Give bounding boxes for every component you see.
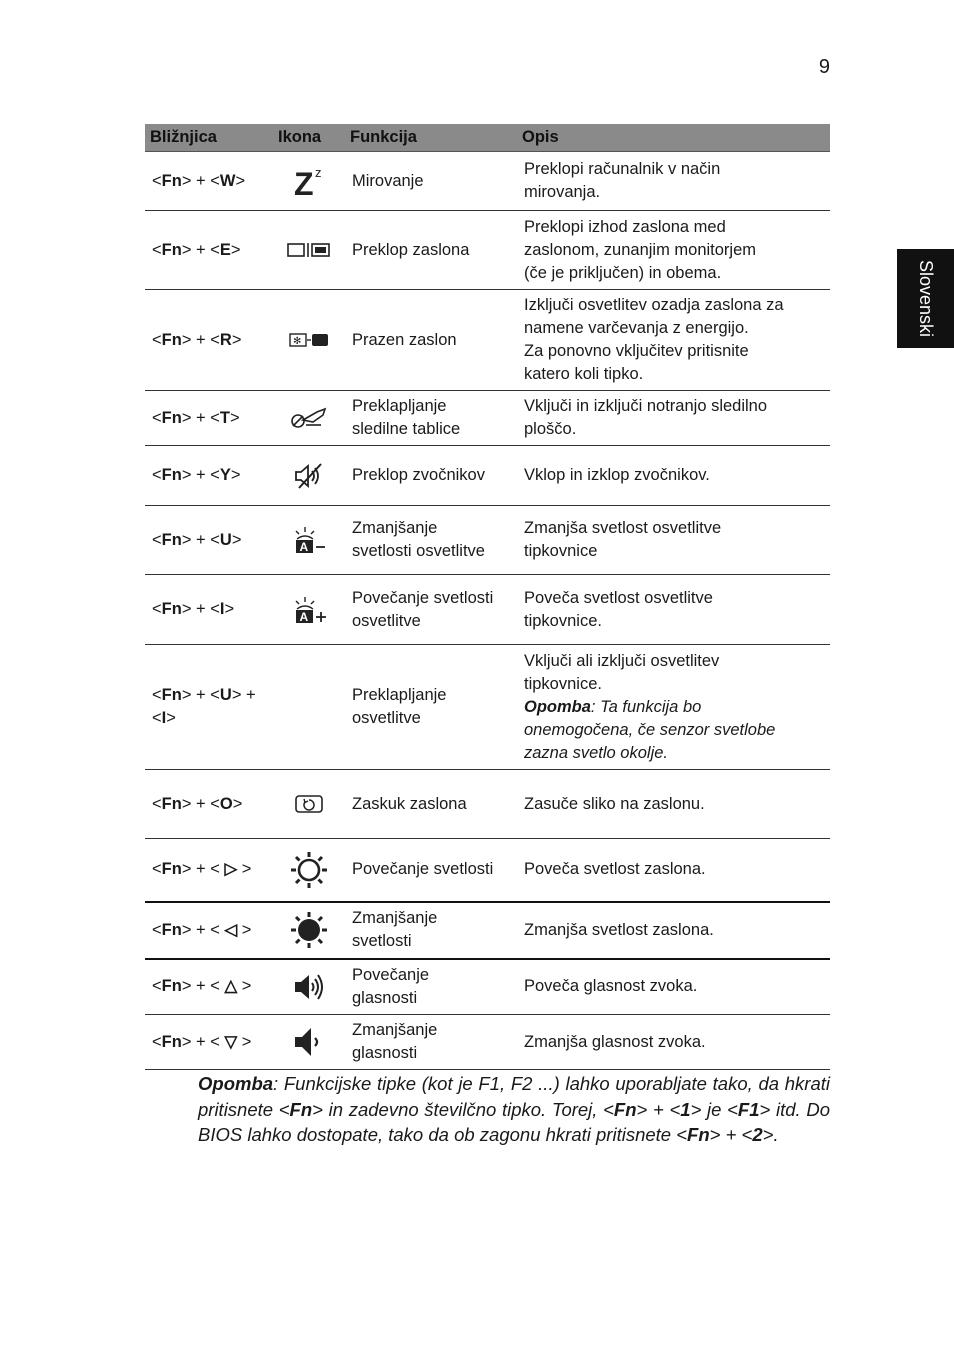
- text-line: Zmanjšanje: [352, 519, 438, 537]
- function-cell: [345, 391, 517, 446]
- shortcut-cell: [145, 902, 273, 959]
- function-cell: [345, 506, 517, 575]
- screen-blank-icon: [289, 331, 329, 349]
- description-cell: [517, 902, 830, 959]
- shortcut-key-line: <Fn> + < ▽ >: [152, 1032, 252, 1051]
- icon-cell: [273, 290, 345, 391]
- row-note-line: zazna svetlo okolje.: [524, 743, 668, 762]
- svg-text:✻: ✻: [293, 336, 302, 348]
- text-line: svetlosti osvetlitve: [352, 542, 485, 560]
- svg-text:z: z: [315, 165, 322, 180]
- note-text: > + <: [636, 1098, 681, 1120]
- header-shortcut: Bližnjica: [145, 124, 273, 152]
- text-line: sledilne tablice: [352, 420, 461, 438]
- icon-cell: [273, 1015, 345, 1070]
- table-row: [145, 446, 830, 506]
- text-line: Preklopi izhod zaslona med: [524, 217, 726, 236]
- text-line: zaslonom, zunanjim monitorjem: [524, 240, 757, 259]
- shortcut-cell: [145, 290, 273, 391]
- header-description: Opis: [517, 124, 830, 152]
- function-cell: [345, 645, 517, 770]
- note-text: > + <: [709, 1124, 753, 1145]
- text-line: mirovanja.: [524, 183, 601, 201]
- row-note-text: : Ta funkcija bo: [590, 697, 702, 716]
- shortcut-cell: [145, 1015, 273, 1070]
- note-text: > in zadevno številčno tipko. Torej, <: [312, 1098, 614, 1120]
- page-number: 9: [818, 56, 830, 78]
- language-label: Slovenski: [916, 259, 937, 338]
- text-line: Preklapljanje: [352, 397, 447, 415]
- text-line: osvetlitve: [352, 709, 421, 727]
- shortcut-key-line: <Fn> + <W>: [152, 171, 246, 190]
- shortcut-key-line: <Fn> + <Y>: [152, 466, 241, 484]
- icon-cell: [273, 211, 345, 290]
- note-key: 1: [680, 1098, 691, 1120]
- note-text: > itd. Do BIOS lahko dostopate, tako da ob zagonu hkrati pritisnete <: [198, 1098, 830, 1145]
- text-line: Vključi ali izključi osvetlitev: [524, 651, 720, 670]
- text-line: Zmanjšanje: [352, 1021, 438, 1039]
- text-line: Zmanjša svetlost osvetlitve: [524, 519, 722, 537]
- text-line: ploščo.: [524, 420, 577, 438]
- row-note-label: Opomba: [524, 697, 591, 716]
- text-line: Vklop in izklop zvočnikov.: [524, 466, 710, 484]
- text-line: (če je priključen) in obema.: [524, 263, 722, 282]
- description-cell: [517, 506, 830, 575]
- shortcut-key-line: <Fn> + <U>: [152, 530, 242, 549]
- footer-note: [198, 1071, 830, 1148]
- function-cell: [345, 211, 517, 290]
- shortcut-key-line: <Fn> + < △ >: [152, 977, 252, 996]
- icon-cell: [273, 446, 345, 506]
- shortcut-key-line: <Fn> + <I>: [152, 600, 235, 618]
- description-cell: [517, 839, 830, 902]
- text-line: Povečanje svetlosti: [352, 588, 494, 607]
- text-line: Povečanje svetlosti: [352, 860, 494, 879]
- shortcut-key-line: <I>: [152, 709, 176, 727]
- table-row: [145, 290, 830, 391]
- text-line: Zaskuk zaslona: [352, 794, 467, 813]
- function-cell: [345, 902, 517, 959]
- text-line: Zasuče sliko na zaslonu.: [524, 794, 705, 813]
- shortcut-key-line: <Fn> + <T>: [152, 408, 240, 427]
- note-key: Fn: [289, 1098, 313, 1120]
- text-line: glasnosti: [352, 1044, 418, 1062]
- text-line: glasnosti: [352, 988, 418, 1007]
- shortcut-cell: [145, 645, 273, 770]
- table-row: [145, 211, 830, 290]
- speaker-toggle-icon: [293, 466, 325, 484]
- shortcut-key-line: <Fn> + <O>: [152, 794, 243, 813]
- language-side-tab: [897, 249, 954, 348]
- description-cell: [517, 959, 830, 1015]
- note-text: >.: [762, 1124, 779, 1145]
- function-cell: [345, 770, 517, 839]
- text-line: Poveča svetlost osvetlitve: [524, 588, 713, 607]
- icon-cell: [273, 770, 345, 839]
- description-cell: [517, 446, 830, 506]
- sleep-z-icon: [292, 165, 326, 198]
- table-header-row: [145, 124, 830, 152]
- note-key: F1: [737, 1098, 760, 1120]
- text-line: osvetlitve: [352, 611, 421, 630]
- note-key: Fn: [613, 1098, 637, 1120]
- text-line: Mirovanje: [352, 171, 424, 190]
- svg-text:A: A: [299, 540, 309, 554]
- text-line: Za ponovno vključitev pritisnite: [524, 342, 749, 360]
- description-cell: [517, 391, 830, 446]
- description-cell: [517, 645, 830, 770]
- icon-cell: [273, 645, 345, 770]
- function-cell: [345, 446, 517, 506]
- shortcut-key-line: <Fn> + <U> +: [152, 686, 256, 704]
- text-line: Prazen zaslon: [352, 330, 457, 349]
- icon-cell: [273, 506, 345, 575]
- function-cell: [345, 152, 517, 211]
- text-line: Vključi in izključi notranjo sledilno: [524, 397, 768, 415]
- table-row: [145, 770, 830, 839]
- text-line: Zmanjšanje: [352, 909, 438, 927]
- icon-cell: [273, 839, 345, 902]
- keyboard-backlight-down-icon: [289, 530, 329, 554]
- text-line: Povečanje: [352, 965, 430, 984]
- text-line: Poveča svetlost zaslona.: [524, 860, 706, 879]
- brightness-up-icon: [290, 860, 328, 878]
- shortcut-cell: [145, 211, 273, 290]
- header-icon: Ikona: [273, 124, 345, 152]
- table-row: [145, 152, 830, 211]
- note-label: Opomba: [198, 1073, 274, 1094]
- table-row: [145, 1015, 830, 1070]
- table-row: [145, 959, 830, 1015]
- description-cell: [517, 152, 830, 211]
- text-line: Zmanjša svetlost zaslona.: [524, 920, 714, 939]
- note-key: Fn: [687, 1124, 710, 1145]
- shortcut-key-line: <Fn> + < ▷ >: [152, 860, 252, 879]
- text-line: Preklop zvočnikov: [352, 466, 485, 484]
- display-toggle-icon: [287, 241, 331, 259]
- text-line: tipkovnice.: [524, 674, 602, 693]
- function-cell: [345, 839, 517, 902]
- icon-cell: [273, 152, 345, 211]
- row-note: [524, 696, 826, 719]
- shortcut-cell: [145, 770, 273, 839]
- table-row: [145, 506, 830, 575]
- shortcut-key-line: <Fn> + < ◁ >: [152, 920, 252, 939]
- text-line: Preklop zaslona: [352, 240, 470, 259]
- icon-cell: [273, 391, 345, 446]
- shortcut-cell: [145, 506, 273, 575]
- description-cell: [517, 770, 830, 839]
- text-line: namene varčevanja z energijo.: [524, 319, 749, 337]
- text-line: Preklopi računalnik v način: [524, 160, 721, 178]
- table-row: [145, 839, 830, 902]
- text-line: Zmanjša glasnost zvoka.: [524, 1032, 706, 1051]
- volume-down-icon: [292, 1032, 326, 1050]
- text-line: Izključi osvetlitev ozadja zaslona za: [524, 296, 784, 314]
- function-cell: [345, 959, 517, 1015]
- table-row: [145, 902, 830, 959]
- icon-cell: [273, 959, 345, 1015]
- icon-cell: [273, 902, 345, 959]
- table-row: [145, 391, 830, 446]
- touchpad-toggle-icon: [289, 408, 329, 426]
- row-note-line: onemogočena, če senzor svetlobe: [524, 720, 776, 739]
- function-cell: [345, 1015, 517, 1070]
- brightness-down-icon: [290, 920, 328, 938]
- shortcut-cell: [145, 152, 273, 211]
- text-line: svetlosti: [352, 932, 412, 950]
- svg-text:A: A: [299, 609, 309, 624]
- shortcut-table: [145, 124, 830, 1070]
- table-row: [145, 575, 830, 645]
- volume-up-icon: [292, 977, 326, 995]
- function-cell: [345, 575, 517, 645]
- keyboard-backlight-up-icon: [289, 600, 329, 624]
- description-cell: [517, 211, 830, 290]
- shortcut-cell: [145, 391, 273, 446]
- shortcut-cell: [145, 446, 273, 506]
- function-cell: [345, 290, 517, 391]
- shortcut-key-line: <Fn> + <E>: [152, 240, 241, 259]
- screen-rotate-icon: [294, 795, 324, 813]
- text-line: Preklapljanje: [352, 686, 447, 704]
- note-key: 2: [752, 1124, 763, 1145]
- note-text: : Funkcijske tipke (kot je F1, F2 ...) lahko uporabljate tako, da hkrati pritisnete <: [198, 1073, 830, 1120]
- note-text: > je <: [690, 1098, 738, 1120]
- text-line: tipkovnice: [524, 542, 598, 560]
- shortcut-key-line: <Fn> + <R>: [152, 330, 242, 349]
- table-row: [145, 645, 830, 770]
- shortcut-cell: [145, 839, 273, 902]
- shortcut-cell: [145, 575, 273, 645]
- icon-cell: [273, 575, 345, 645]
- description-cell: [517, 290, 830, 391]
- text-line: tipkovnice.: [524, 611, 602, 630]
- description-cell: [517, 1015, 830, 1070]
- text-line: katero koli tipko.: [524, 365, 644, 383]
- svg-text:Z: Z: [294, 166, 314, 198]
- shortcut-cell: [145, 959, 273, 1015]
- header-function: Funkcija: [345, 124, 517, 152]
- description-cell: [517, 575, 830, 645]
- text-line: Poveča glasnost zvoka.: [524, 977, 698, 996]
